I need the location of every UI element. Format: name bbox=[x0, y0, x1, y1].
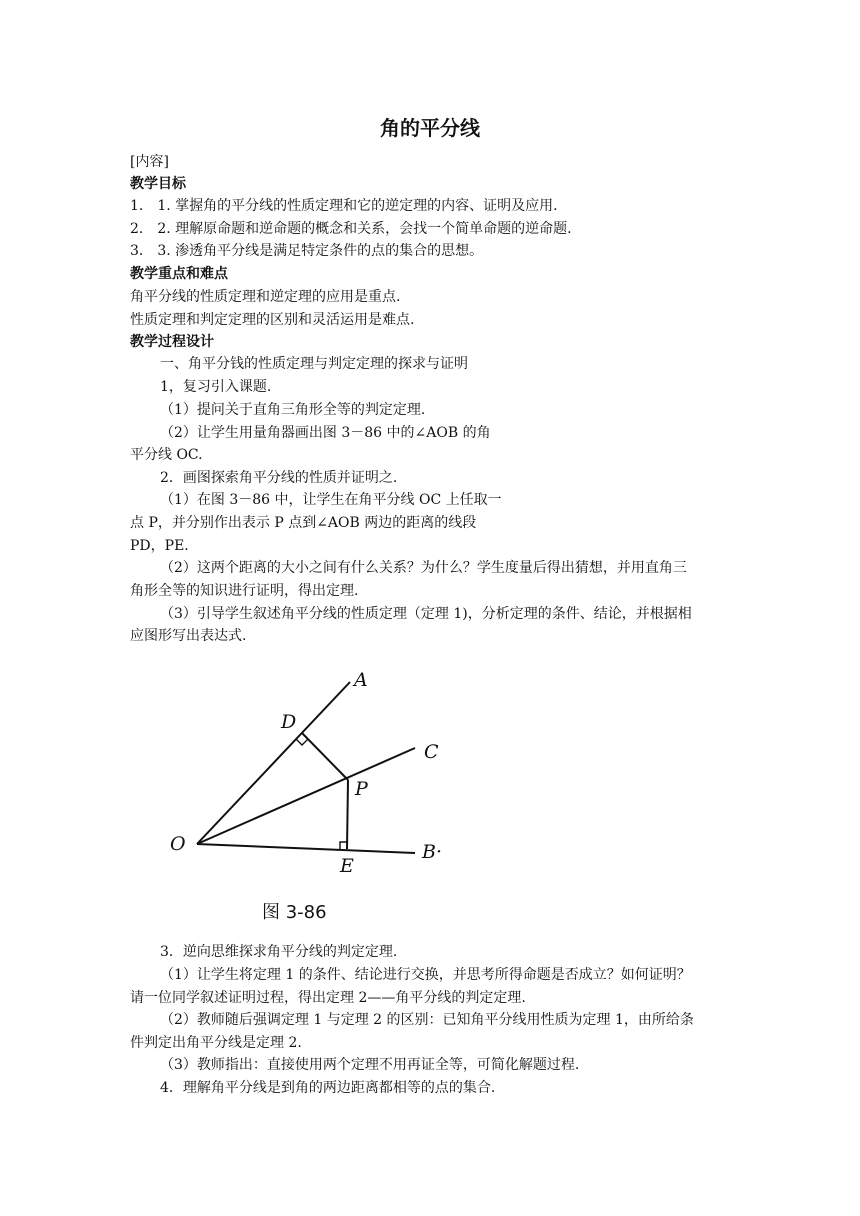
segment-pd bbox=[302, 733, 348, 780]
process-line: （2）让学生用量角器画出图 3－86 中的∠AOB 的角 bbox=[160, 425, 491, 441]
label-o: O bbox=[170, 833, 186, 855]
process-line: PD，PE. bbox=[130, 538, 189, 554]
process-line: 应图形写出表达式. bbox=[130, 628, 247, 644]
ray-oa bbox=[197, 682, 350, 844]
process-line: （2）教师随后强调定理 1 与定理 2 的区别：已知角平分线用性质为定理 1，由所给条 bbox=[160, 1012, 694, 1028]
goal-item: 1． 1. 掌握角的平分线的性质定理和它的逆定理的内容、证明及应用. bbox=[130, 198, 558, 214]
page-title: 角的平分线 bbox=[380, 116, 480, 140]
process-line: 请一位同学叙述证明过程，得出定理 2——角平分线的判定定理. bbox=[130, 990, 526, 1006]
content-label: [内容] bbox=[130, 154, 169, 170]
heading-process: 教学过程设计 bbox=[130, 334, 214, 350]
label-b: B· bbox=[422, 841, 443, 863]
figure-caption: 图 3-86 bbox=[262, 902, 327, 923]
ray-oc bbox=[197, 748, 415, 844]
process-line: 3．逆向思维探求角平分线的判定定理. bbox=[160, 944, 398, 960]
goal-item: 2． 2. 理解原命题和逆命题的概念和关系，会找一个简单命题的逆命题. bbox=[130, 221, 572, 237]
process-line: （3）引导学生叙述角平分线的性质定理（定理 1)，分析定理的条件、结论，并根据相 bbox=[160, 606, 692, 622]
process-line: （2）这两个距离的大小之间有什么关系？为什么？学生度量后得出猜想，并用直角三 bbox=[160, 560, 687, 576]
segment-pe bbox=[347, 780, 348, 849]
process-line: 1，复习引入课题. bbox=[160, 379, 272, 395]
process-line: 角形全等的知识进行证明，得出定理. bbox=[130, 583, 359, 599]
process-line: 2．画图探索角平分线的性质并证明之. bbox=[160, 470, 398, 486]
process-line: 4．理解角平分线是到角的两边距离都相等的点的集合. bbox=[160, 1080, 496, 1096]
process-line: 件判定出角平分线是定理 2. bbox=[130, 1035, 302, 1051]
label-p: P bbox=[355, 778, 368, 800]
angle-bisector-figure bbox=[160, 662, 470, 932]
process-line: 点 P，并分别作出表示 P 点到∠AOB 两边的距离的线段 bbox=[130, 515, 477, 531]
process-line: 一、角平分钱的性质定理与判定定理的探求与证明 bbox=[160, 356, 468, 372]
process-line: （1）让学生将定理 1 的条件、结论进行交换，并思考所得命题是否成立？如何证明？ bbox=[160, 967, 691, 983]
right-angle-mark-e bbox=[340, 842, 347, 849]
label-e: E bbox=[340, 855, 354, 877]
goal-item: 3． 3. 渗透角平分线是满足特定条件的点的集合的思想。 bbox=[130, 243, 484, 259]
label-a: A bbox=[354, 669, 368, 691]
right-angle-mark-d bbox=[296, 739, 308, 745]
key-point: 角平分线的性质定理和逆定理的应用是重点. bbox=[130, 289, 401, 305]
label-c: C bbox=[424, 741, 439, 763]
key-point: 性质定理和判定定理的区别和灵活运用是难点. bbox=[130, 312, 415, 328]
label-d: D bbox=[281, 711, 297, 733]
process-line: （1）提问关于直角三角形全等的判定定理. bbox=[160, 402, 426, 418]
process-line: （1）在图 3－86 中，让学生在角平分线 OC 上任取一 bbox=[160, 492, 502, 508]
process-line: 平分线 OC. bbox=[130, 447, 203, 463]
heading-goals: 教学目标 bbox=[130, 176, 186, 192]
ray-ob bbox=[197, 844, 415, 853]
process-line: （3）教师指出：直接使用两个定理不用再证全等，可简化解题过程. bbox=[160, 1057, 580, 1073]
heading-key-points: 教学重点和难点 bbox=[130, 266, 228, 282]
